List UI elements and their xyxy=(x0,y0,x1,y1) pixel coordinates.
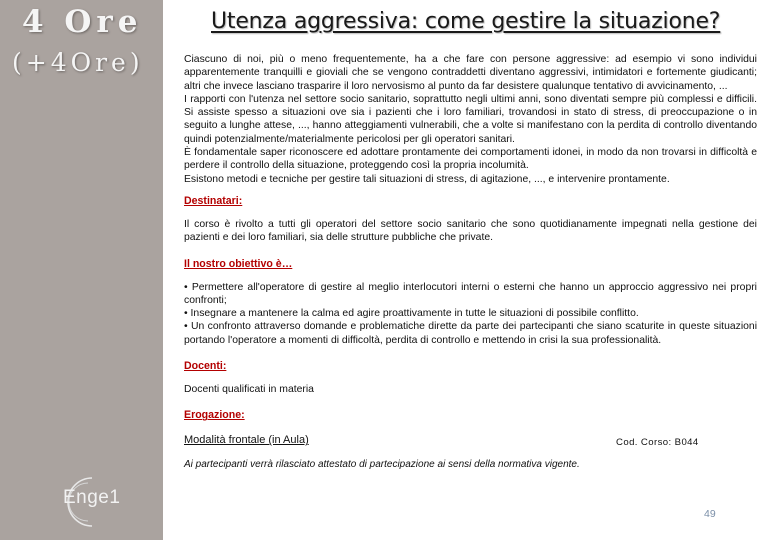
page-number: 49 xyxy=(704,508,716,520)
enge1-logo xyxy=(52,470,162,530)
destinatari-text: Il corso è rivolto a tutti gli operatori del settore socio sanitario che sono quotidianamente impegnati nella gestione dei pazienti e dei loro familiari, sia delle strutture pubbliche che private. xyxy=(184,218,757,244)
docenti-heading: Docenti: xyxy=(184,360,227,373)
obiettivo-item: • Insegnare a mantenere la calma ed agire proattivamente in tutte le situazioni di possibile conflitto. xyxy=(184,308,639,320)
certificate-note: Ai partecipanti verrà rilasciato attestato di partecipazione ai sensi della normativa vigente. xyxy=(184,459,580,471)
obiettivo-item: • Permettere all'operatore di gestire al meglio interlocutori interni o esterni che hanno un approccio aggressivo nei propri confronti; xyxy=(184,281,757,306)
course-extra-hours: (+4Ore) xyxy=(12,48,144,77)
intro-paragraph: È fondamentale saper riconoscere ed adottare prontamente dei comportamenti idonei, in modo da non trovarsi in difficoltà e perdere il controllo della situazione, proteggendo così la propria incolumità. xyxy=(184,147,757,172)
erogazione-row xyxy=(184,434,757,450)
intro-paragraph: Ciascuno di noi, più o meno frequentemente, ha a che fare con persone aggressive: ad esempio vi sono individui apparentemente tranquilli e gioviali che se vengono contraddetti diventano aggressivi, intimidatori e fortemente giudicanti; altri che invece lasciano trasparire il loro nervosismo al punto da far desistere qualunque tentativo di avvicinamento, ... xyxy=(184,54,757,92)
docenti-text: Docenti qualificati in materia xyxy=(184,384,314,396)
course-hours: 4 Ore xyxy=(22,4,143,40)
obiettivo-item: • Un confronto attraverso domande e problematiche dirette da parte dei partecipanti che siano scaturite in queste situazioni portando l'operatore a momenti di difficoltà, perdita di controllo e mettendo in crisi la sua professionalità. xyxy=(184,321,757,346)
course-description xyxy=(184,53,757,472)
page-title: Utenza aggressiva: come gestire la situazione? xyxy=(211,9,721,34)
intro-paragraph: I rapporti con l'utenza nel settore socio sanitario, soprattutto negli ultimi anni, sono diventati sempre più complessi e difficili. Si assiste spesso a situazioni ove sia i pazienti che i loro familiari, trovandosi in stato di stress, di preoccupazione o in seguito a lunghe attese, ..., hanno atteggiamenti vulnerabili, che a volte si manifestano con la perdita di controllo diventando quindi potenzialmente/materialmente pericolosi per gli operatori sanitari. xyxy=(184,93,757,145)
intro-paragraph: Esistono metodi e tecniche per gestire tali situazioni di stress, di agitazione, ..., e intervenire prontamente. xyxy=(184,173,670,185)
course-code: Cod. Corso: B044 xyxy=(616,437,699,449)
logo-text: Enge1 xyxy=(63,487,121,508)
obiettivo-heading: Il nostro obiettivo è… xyxy=(184,257,293,270)
sidebar xyxy=(0,0,163,540)
erogazione-mode: Modalità frontale (in Aula) xyxy=(184,434,309,447)
destinatari-heading: Destinatari: xyxy=(184,194,243,207)
erogazione-heading: Erogazione: xyxy=(184,409,245,422)
